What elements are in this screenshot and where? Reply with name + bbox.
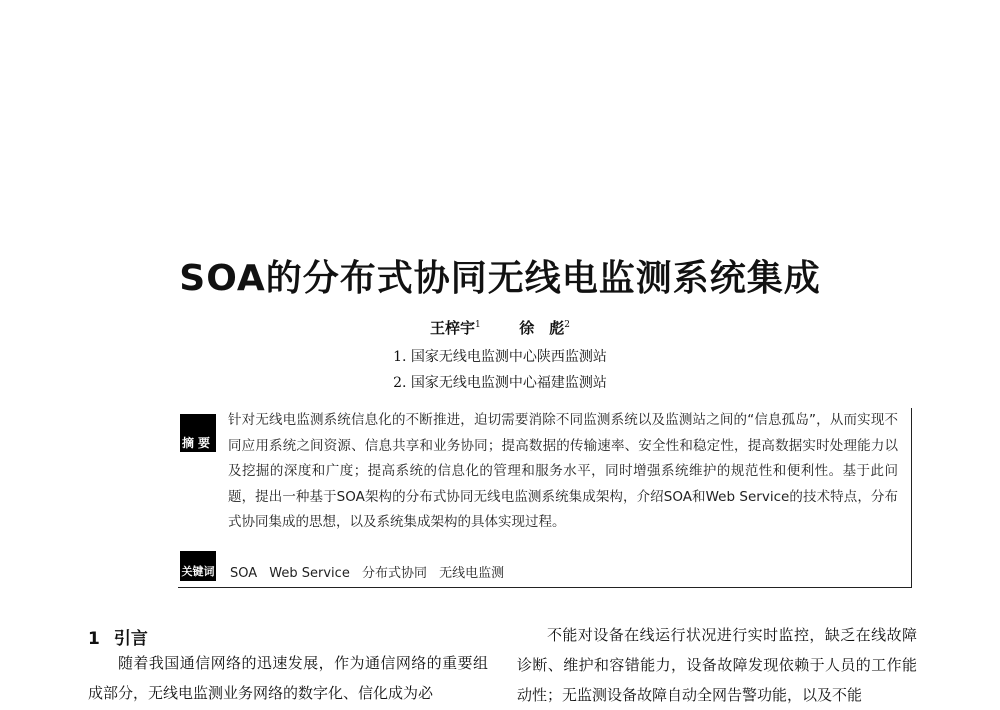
paper-title: SOA的分布式协同无线电监测系统集成 bbox=[179, 258, 821, 299]
abstract-box bbox=[178, 408, 912, 588]
author-affiliation-mark: 2 bbox=[564, 320, 570, 330]
body-text-right: 不能对设备在线运行状况进行实时监控，缺乏在线故障诊断、维护和容错能力，设备故障发现依赖于人员的工作能动性；无监测设备故障自动全网告警功能，以及不能 bbox=[517, 626, 917, 704]
keywords-label: 关键词 bbox=[180, 551, 216, 581]
keyword: SOA bbox=[230, 566, 258, 581]
section-title: 引言 bbox=[113, 629, 148, 649]
author-name: 徐 彪 bbox=[519, 319, 565, 337]
affiliation: 1. 国家无线电监测中心陕西监测站 bbox=[393, 349, 607, 365]
abstract-text: 针对无线电监测系统信息化的不断推进，迫切需要消除不同监测系统以及监测站之间的“信息孤岛”，从而实现不同应用系统之间资源、信息共享和业务协同；提高数据的传输速率、安全性和稳定性，提高数据实时处理能力以及挖掘的深度和广度；提高系统的信息化的管理和服务水平，同时增强系统维护的规范性和便利性。基于此问题，提出一种基于SOA架构的分布式协同无线电监测系统集成架构，介绍SOA和Web Service的技术特点，分布式协同集成的思想，以及系统集成架构的具体实现过程。 bbox=[228, 412, 898, 530]
keywords-list bbox=[230, 562, 512, 581]
keyword: Web Service bbox=[269, 566, 350, 581]
section-heading bbox=[88, 624, 148, 649]
abstract-label: 摘要 bbox=[180, 414, 216, 452]
author-name: 王梓宇 bbox=[430, 319, 476, 337]
divider bbox=[178, 587, 912, 588]
keyword: 无线电监测 bbox=[439, 566, 505, 581]
keyword: 分布式协同 bbox=[361, 566, 427, 581]
author-line bbox=[0, 317, 1000, 338]
affiliation: 2. 国家无线电监测中心福建监测站 bbox=[393, 375, 607, 391]
author-affiliation-mark: 1 bbox=[475, 320, 481, 330]
divider bbox=[911, 408, 912, 588]
body-text-left: 随着我国通信网络的迅速发展，作为通信网络的重要组成部分，无线电监测业务网络的数字化、信化成为必 bbox=[88, 654, 488, 702]
section-number: 1 bbox=[88, 629, 100, 649]
